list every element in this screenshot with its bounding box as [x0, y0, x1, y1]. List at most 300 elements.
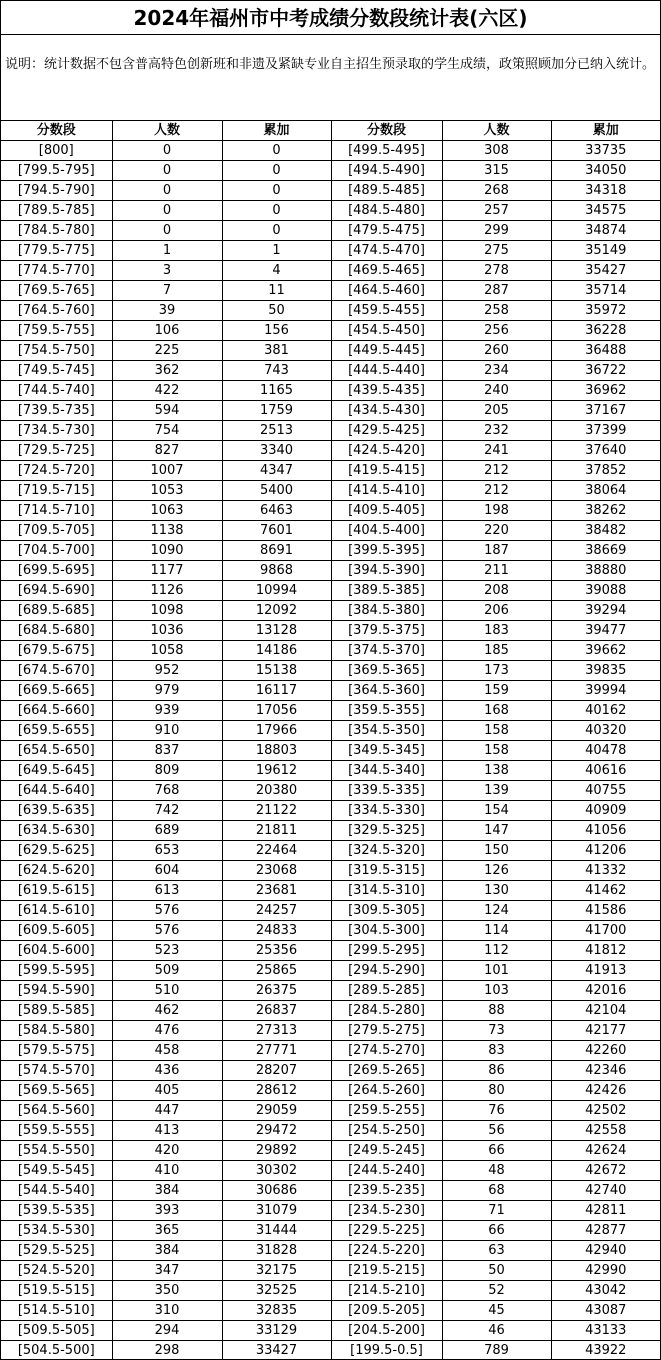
cell-count-right: 83: [442, 1041, 551, 1061]
cell-cumulative-left: 4: [222, 261, 331, 281]
cell-count-right: 124: [442, 901, 551, 921]
cell-count-left: 1126: [112, 581, 222, 601]
cell-score-range-right: [309.5-305]: [331, 901, 442, 921]
cell-score-range-left: [709.5-705]: [1, 521, 112, 541]
cell-count-left: 384: [112, 1241, 222, 1261]
cell-count-right: 71: [442, 1201, 551, 1221]
cell-count-right: 198: [442, 501, 551, 521]
cell-cumulative-right: 41056: [551, 821, 660, 841]
cell-count-left: 0: [112, 161, 222, 181]
cell-score-range-right: [329.5-325]: [331, 821, 442, 841]
cell-cumulative-left: 18803: [222, 741, 331, 761]
cell-cumulative-left: 21811: [222, 821, 331, 841]
table-row: [1, 661, 660, 681]
cell-count-left: 462: [112, 1001, 222, 1021]
cell-cumulative-left: 30686: [222, 1181, 331, 1201]
table-row: [1, 761, 660, 781]
table-row: [1, 421, 660, 441]
cell-count-right: 278: [442, 261, 551, 281]
cell-count-right: 168: [442, 701, 551, 721]
table-row: [1, 241, 660, 261]
cell-score-range-right: [304.5-300]: [331, 921, 442, 941]
cell-cumulative-left: 381: [222, 341, 331, 361]
table-row: [1, 261, 660, 281]
cell-score-range-left: [659.5-655]: [1, 721, 112, 741]
cell-score-range-right: [199.5-0.5]: [331, 1341, 442, 1360]
cell-score-range-left: [534.5-530]: [1, 1221, 112, 1241]
cell-cumulative-left: 24833: [222, 921, 331, 941]
cell-cumulative-left: 32525: [222, 1281, 331, 1301]
cell-count-right: 80: [442, 1081, 551, 1101]
cell-cumulative-left: 26375: [222, 981, 331, 1001]
table-row: [1, 1161, 660, 1181]
cell-count-right: 63: [442, 1241, 551, 1261]
table-row: [1, 441, 660, 461]
table-row: [1, 921, 660, 941]
cell-score-range-right: [454.5-450]: [331, 321, 442, 341]
cell-score-range-right: [259.5-255]: [331, 1101, 442, 1121]
cell-score-range-left: [624.5-620]: [1, 861, 112, 881]
cell-cumulative-left: 19612: [222, 761, 331, 781]
table-row: [1, 1301, 660, 1321]
cell-cumulative-right: 34050: [551, 161, 660, 181]
cell-count-left: 362: [112, 361, 222, 381]
cell-score-range-left: [549.5-545]: [1, 1161, 112, 1181]
cell-score-range-left: [694.5-690]: [1, 581, 112, 601]
table-row: [1, 1261, 660, 1281]
cell-count-left: 939: [112, 701, 222, 721]
cell-count-right: 139: [442, 781, 551, 801]
cell-cumulative-left: 2513: [222, 421, 331, 441]
cell-cumulative-left: 17966: [222, 721, 331, 741]
cell-score-range-right: [319.5-315]: [331, 861, 442, 881]
table-row: [1, 1001, 660, 1021]
cell-count-left: 294: [112, 1321, 222, 1341]
cell-score-range-right: [264.5-260]: [331, 1081, 442, 1101]
table-row: [1, 1061, 660, 1081]
cell-count-left: 1177: [112, 561, 222, 581]
cell-cumulative-right: 42502: [551, 1101, 660, 1121]
cell-count-right: 241: [442, 441, 551, 461]
cell-count-right: 68: [442, 1181, 551, 1201]
table-row: [1, 741, 660, 761]
cell-cumulative-left: 0: [222, 181, 331, 201]
cell-cumulative-left: 13128: [222, 621, 331, 641]
table-row: [1, 1121, 660, 1141]
cell-score-range-right: [229.5-225]: [331, 1221, 442, 1241]
cell-score-range-left: [574.5-570]: [1, 1061, 112, 1081]
table-row: [1, 521, 660, 541]
cell-count-right: 212: [442, 481, 551, 501]
cell-cumulative-left: 1: [222, 241, 331, 261]
cell-score-range-left: [509.5-505]: [1, 1321, 112, 1341]
cell-cumulative-right: 39088: [551, 581, 660, 601]
cell-score-range-right: [239.5-235]: [331, 1181, 442, 1201]
cell-count-left: 405: [112, 1081, 222, 1101]
cell-cumulative-right: 34575: [551, 201, 660, 221]
cell-cumulative-left: 16117: [222, 681, 331, 701]
cell-score-range-right: [339.5-335]: [331, 781, 442, 801]
table-row: [1, 281, 660, 301]
cell-score-range-left: [569.5-565]: [1, 1081, 112, 1101]
cell-count-right: 76: [442, 1101, 551, 1121]
cell-score-range-left: [724.5-720]: [1, 461, 112, 481]
cell-cumulative-left: 17056: [222, 701, 331, 721]
cell-count-right: 48: [442, 1161, 551, 1181]
table-row: [1, 1281, 660, 1301]
table-row: [1, 701, 660, 721]
cell-count-left: 910: [112, 721, 222, 741]
cell-count-left: 523: [112, 941, 222, 961]
cell-count-left: 952: [112, 661, 222, 681]
cell-count-left: 347: [112, 1261, 222, 1281]
cell-score-range-right: [244.5-240]: [331, 1161, 442, 1181]
table-row: [1, 941, 660, 961]
cell-cumulative-right: 40616: [551, 761, 660, 781]
cell-count-right: 260: [442, 341, 551, 361]
cell-count-left: 1036: [112, 621, 222, 641]
cell-score-range-left: [684.5-680]: [1, 621, 112, 641]
table-row: [1, 541, 660, 561]
cell-count-left: 0: [112, 141, 222, 161]
cell-score-range-left: [689.5-685]: [1, 601, 112, 621]
table-row: [1, 861, 660, 881]
cell-cumulative-left: 25356: [222, 941, 331, 961]
cell-cumulative-left: 24257: [222, 901, 331, 921]
cell-score-range-right: [494.5-490]: [331, 161, 442, 181]
cell-score-range-left: [794.5-790]: [1, 181, 112, 201]
cell-cumulative-left: 14186: [222, 641, 331, 661]
cell-count-right: 211: [442, 561, 551, 581]
cell-score-range-right: [439.5-435]: [331, 381, 442, 401]
cell-cumulative-right: 39835: [551, 661, 660, 681]
cell-score-range-right: [334.5-330]: [331, 801, 442, 821]
cell-score-range-right: [279.5-275]: [331, 1021, 442, 1041]
table-row: [1, 641, 660, 661]
cell-cumulative-right: 38669: [551, 541, 660, 561]
cell-count-right: 103: [442, 981, 551, 1001]
cell-count-left: 447: [112, 1101, 222, 1121]
cell-count-right: 101: [442, 961, 551, 981]
cell-score-range-left: [609.5-605]: [1, 921, 112, 941]
cell-score-range-right: [469.5-465]: [331, 261, 442, 281]
cell-count-left: 410: [112, 1161, 222, 1181]
table-row: [1, 1221, 660, 1241]
cell-score-range-right: [449.5-445]: [331, 341, 442, 361]
cell-cumulative-left: 29472: [222, 1121, 331, 1141]
description-note: 说明：统计数据不包含普高特色创新班和非遗及紧缺专业自主招生预录取的学生成绩，政策照顾加分已纳入统计。: [1, 35, 660, 121]
cell-count-left: 1053: [112, 481, 222, 501]
cell-cumulative-right: 37852: [551, 461, 660, 481]
cell-score-range-left: [649.5-645]: [1, 761, 112, 781]
cell-cumulative-right: 41206: [551, 841, 660, 861]
table-row: [1, 341, 660, 361]
cell-cumulative-right: 35714: [551, 281, 660, 301]
cell-score-range-right: [254.5-250]: [331, 1121, 442, 1141]
table-row: [1, 1081, 660, 1101]
cell-count-left: 809: [112, 761, 222, 781]
cell-cumulative-right: 42177: [551, 1021, 660, 1041]
cell-count-left: 1098: [112, 601, 222, 621]
cell-score-range-right: [284.5-280]: [331, 1001, 442, 1021]
cell-cumulative-left: 9868: [222, 561, 331, 581]
cell-cumulative-right: 37167: [551, 401, 660, 421]
cell-count-right: 232: [442, 421, 551, 441]
cell-count-right: 256: [442, 321, 551, 341]
cell-cumulative-left: 0: [222, 221, 331, 241]
cell-cumulative-right: 40162: [551, 701, 660, 721]
cell-cumulative-right: 38482: [551, 521, 660, 541]
cell-count-right: 112: [442, 941, 551, 961]
cell-cumulative-right: 42016: [551, 981, 660, 1001]
cell-count-left: 1090: [112, 541, 222, 561]
cell-cumulative-left: 10994: [222, 581, 331, 601]
cell-score-range-left: [664.5-660]: [1, 701, 112, 721]
cell-cumulative-left: 1165: [222, 381, 331, 401]
cell-cumulative-right: 41913: [551, 961, 660, 981]
cell-count-right: 52: [442, 1281, 551, 1301]
cell-cumulative-right: 37399: [551, 421, 660, 441]
cell-count-right: 130: [442, 881, 551, 901]
cell-cumulative-right: 40320: [551, 721, 660, 741]
cell-score-range-left: [774.5-770]: [1, 261, 112, 281]
cell-cumulative-right: 42740: [551, 1181, 660, 1201]
cell-count-left: 422: [112, 381, 222, 401]
cell-score-range-left: [514.5-510]: [1, 1301, 112, 1321]
cell-score-range-right: [409.5-405]: [331, 501, 442, 521]
cell-cumulative-left: 25865: [222, 961, 331, 981]
cell-count-right: 158: [442, 741, 551, 761]
cell-cumulative-right: 42624: [551, 1141, 660, 1161]
cell-cumulative-left: 743: [222, 361, 331, 381]
cell-score-range-right: [289.5-285]: [331, 981, 442, 1001]
cell-score-range-left: [619.5-615]: [1, 881, 112, 901]
table-row: [1, 1021, 660, 1041]
cell-count-left: 1: [112, 241, 222, 261]
table-row: [1, 161, 660, 181]
table-row: [1, 681, 660, 701]
cell-score-range-right: [269.5-265]: [331, 1061, 442, 1081]
cell-count-left: 310: [112, 1301, 222, 1321]
table-body: [1, 141, 660, 1360]
cell-score-range-right: [344.5-340]: [331, 761, 442, 781]
cell-cumulative-right: 36722: [551, 361, 660, 381]
cell-count-right: 789: [442, 1341, 551, 1360]
cell-score-range-right: [359.5-355]: [331, 701, 442, 721]
cell-count-left: 576: [112, 901, 222, 921]
cell-count-right: 150: [442, 841, 551, 861]
cell-cumulative-right: 42672: [551, 1161, 660, 1181]
cell-cumulative-left: 0: [222, 201, 331, 221]
cell-count-right: 86: [442, 1061, 551, 1081]
table-row: [1, 901, 660, 921]
cell-score-range-right: [484.5-480]: [331, 201, 442, 221]
cell-score-range-right: [429.5-425]: [331, 421, 442, 441]
cell-cumulative-right: 42811: [551, 1201, 660, 1221]
cell-score-range-left: [789.5-785]: [1, 201, 112, 221]
cell-score-range-left: [504.5-500]: [1, 1341, 112, 1360]
cell-cumulative-left: 20380: [222, 781, 331, 801]
cell-score-range-right: [479.5-475]: [331, 221, 442, 241]
cell-score-range-left: [769.5-765]: [1, 281, 112, 301]
cell-cumulative-right: 42990: [551, 1261, 660, 1281]
table-row: [1, 361, 660, 381]
cell-score-range-left: [729.5-725]: [1, 441, 112, 461]
cell-count-right: 114: [442, 921, 551, 941]
cell-score-range-right: [249.5-245]: [331, 1141, 442, 1161]
cell-cumulative-left: 7601: [222, 521, 331, 541]
cell-cumulative-right: 43133: [551, 1321, 660, 1341]
cell-cumulative-right: 42877: [551, 1221, 660, 1241]
cell-count-left: 1063: [112, 501, 222, 521]
cell-count-right: 50: [442, 1261, 551, 1281]
cell-cumulative-right: 42558: [551, 1121, 660, 1141]
table-row: [1, 881, 660, 901]
cell-score-range-left: [604.5-600]: [1, 941, 112, 961]
cell-cumulative-right: 43042: [551, 1281, 660, 1301]
cell-cumulative-right: 38880: [551, 561, 660, 581]
cell-cumulative-left: 22464: [222, 841, 331, 861]
cell-cumulative-left: 28612: [222, 1081, 331, 1101]
cell-count-right: 220: [442, 521, 551, 541]
cell-count-left: 1007: [112, 461, 222, 481]
table-row: [1, 1321, 660, 1341]
table-row: [1, 1101, 660, 1121]
cell-score-range-right: [234.5-230]: [331, 1201, 442, 1221]
cell-cumulative-right: 40755: [551, 781, 660, 801]
cell-count-right: 158: [442, 721, 551, 741]
cell-count-left: 225: [112, 341, 222, 361]
page-title: 2024年福州市中考成绩分数段统计表(六区): [1, 1, 660, 35]
cell-score-range-right: [474.5-470]: [331, 241, 442, 261]
cell-count-right: 159: [442, 681, 551, 701]
cell-count-right: 138: [442, 761, 551, 781]
cell-cumulative-right: 42260: [551, 1041, 660, 1061]
cell-score-range-left: [589.5-585]: [1, 1001, 112, 1021]
cell-cumulative-right: 41812: [551, 941, 660, 961]
cell-score-range-left: [719.5-715]: [1, 481, 112, 501]
cell-cumulative-right: 39477: [551, 621, 660, 641]
cell-count-right: 308: [442, 141, 551, 161]
cell-score-range-right: [379.5-375]: [331, 621, 442, 641]
cell-score-range-left: [529.5-525]: [1, 1241, 112, 1261]
cell-score-range-right: [219.5-215]: [331, 1261, 442, 1281]
cell-score-range-left: [654.5-650]: [1, 741, 112, 761]
cell-count-right: 240: [442, 381, 551, 401]
cell-count-right: 88: [442, 1001, 551, 1021]
cell-cumulative-right: 42104: [551, 1001, 660, 1021]
table-row: [1, 201, 660, 221]
cell-score-range-left: [519.5-515]: [1, 1281, 112, 1301]
cell-count-right: 212: [442, 461, 551, 481]
header-score-range-right: 分数段: [331, 121, 442, 141]
table-row: [1, 1241, 660, 1261]
cell-cumulative-right: 41700: [551, 921, 660, 941]
cell-count-left: 1138: [112, 521, 222, 541]
table-header-row: [1, 121, 660, 141]
cell-count-right: 287: [442, 281, 551, 301]
cell-score-range-right: [414.5-410]: [331, 481, 442, 501]
cell-cumulative-left: 5400: [222, 481, 331, 501]
cell-cumulative-right: 35972: [551, 301, 660, 321]
cell-score-range-left: [679.5-675]: [1, 641, 112, 661]
cell-score-range-right: [204.5-200]: [331, 1321, 442, 1341]
cell-count-left: 604: [112, 861, 222, 881]
cell-count-left: 509: [112, 961, 222, 981]
cell-count-left: 298: [112, 1341, 222, 1360]
score-distribution-table: [1, 121, 660, 1360]
cell-count-left: 742: [112, 801, 222, 821]
cell-cumulative-left: 6463: [222, 501, 331, 521]
cell-score-range-right: [444.5-440]: [331, 361, 442, 381]
cell-score-range-right: [209.5-205]: [331, 1301, 442, 1321]
cell-cumulative-right: 42426: [551, 1081, 660, 1101]
table-row: [1, 821, 660, 841]
header-count-right: 人数: [442, 121, 551, 141]
cell-count-right: 275: [442, 241, 551, 261]
table-row: [1, 381, 660, 401]
cell-score-range-left: [714.5-710]: [1, 501, 112, 521]
table-row: [1, 461, 660, 481]
cell-score-range-right: [324.5-320]: [331, 841, 442, 861]
cell-score-range-left: [554.5-550]: [1, 1141, 112, 1161]
cell-count-left: 393: [112, 1201, 222, 1221]
cell-score-range-left: [559.5-555]: [1, 1121, 112, 1141]
cell-cumulative-left: 27313: [222, 1021, 331, 1041]
cell-score-range-right: [419.5-415]: [331, 461, 442, 481]
table-row: [1, 981, 660, 1001]
cell-count-left: 476: [112, 1021, 222, 1041]
cell-cumulative-right: 43087: [551, 1301, 660, 1321]
cell-count-right: 73: [442, 1021, 551, 1041]
cell-score-range-right: [364.5-360]: [331, 681, 442, 701]
cell-cumulative-right: 36228: [551, 321, 660, 341]
cell-score-range-right: [294.5-290]: [331, 961, 442, 981]
cell-count-left: 827: [112, 441, 222, 461]
cell-count-left: 458: [112, 1041, 222, 1061]
cell-score-range-left: [764.5-760]: [1, 301, 112, 321]
cell-score-range-left: [594.5-590]: [1, 981, 112, 1001]
cell-score-range-left: [524.5-520]: [1, 1261, 112, 1281]
cell-score-range-right: [314.5-310]: [331, 881, 442, 901]
cell-count-right: 183: [442, 621, 551, 641]
cell-count-right: 173: [442, 661, 551, 681]
header-score-range-left: 分数段: [1, 121, 112, 141]
cell-score-range-left: [739.5-735]: [1, 401, 112, 421]
cell-cumulative-left: 0: [222, 161, 331, 181]
cell-score-range-right: [424.5-420]: [331, 441, 442, 461]
cell-score-range-left: [564.5-560]: [1, 1101, 112, 1121]
cell-count-left: 7: [112, 281, 222, 301]
cell-score-range-left: [614.5-610]: [1, 901, 112, 921]
cell-count-left: 754: [112, 421, 222, 441]
cell-score-range-right: [464.5-460]: [331, 281, 442, 301]
cell-count-right: 154: [442, 801, 551, 821]
table-row: [1, 181, 660, 201]
cell-cumulative-left: 29059: [222, 1101, 331, 1121]
cell-score-range-left: [799.5-795]: [1, 161, 112, 181]
table-row: [1, 721, 660, 741]
cell-score-range-left: [629.5-625]: [1, 841, 112, 861]
cell-count-left: 837: [112, 741, 222, 761]
cell-cumulative-right: 35149: [551, 241, 660, 261]
cell-cumulative-right: 40478: [551, 741, 660, 761]
cell-count-right: 187: [442, 541, 551, 561]
table-row: [1, 501, 660, 521]
cell-score-range-right: [349.5-345]: [331, 741, 442, 761]
cell-cumulative-left: 31444: [222, 1221, 331, 1241]
cell-score-range-right: [299.5-295]: [331, 941, 442, 961]
